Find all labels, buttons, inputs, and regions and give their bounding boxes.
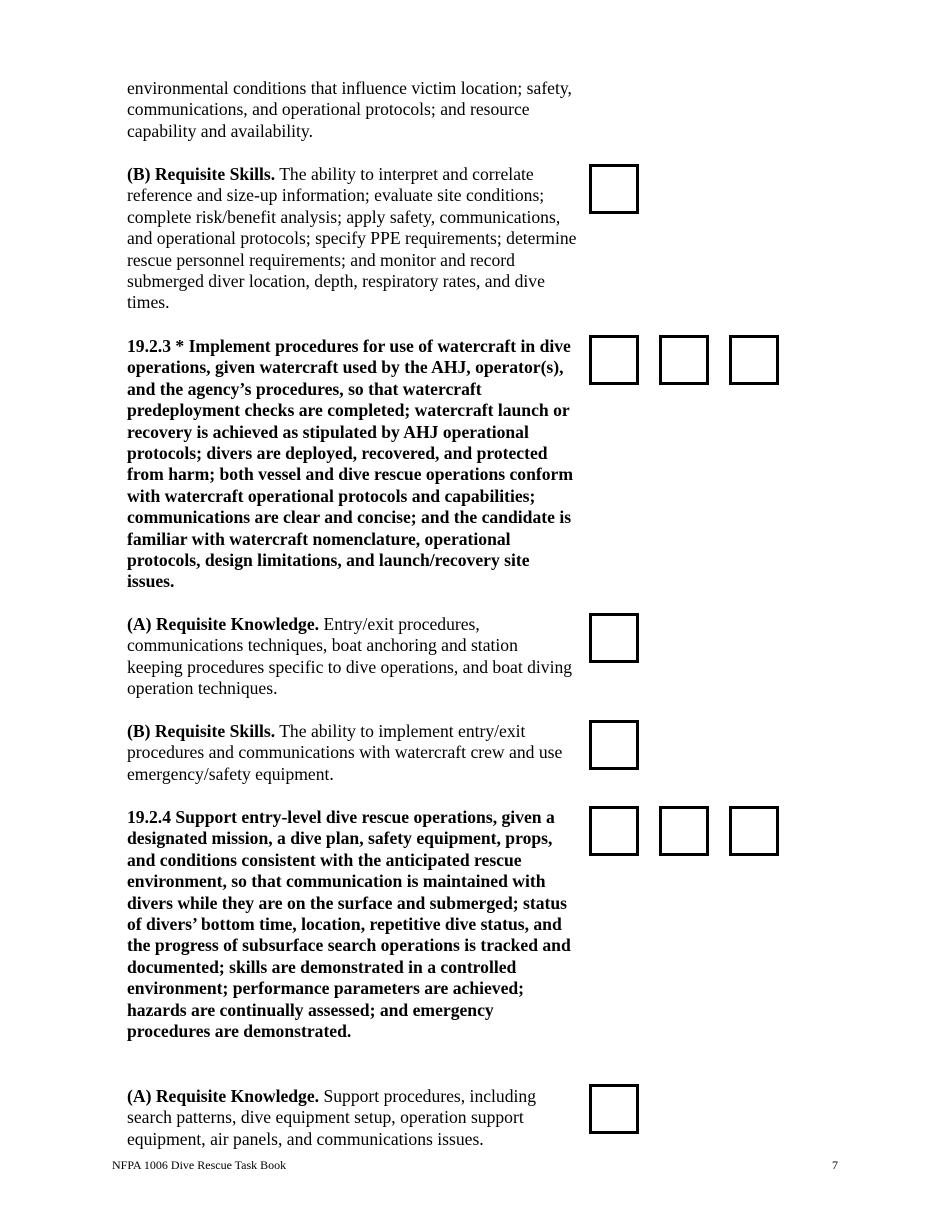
requisite-skills-label: (B) Requisite Skills. — [127, 164, 276, 184]
signoff-checkbox[interactable] — [589, 1084, 639, 1134]
requisite-skills-text: The ability to interpret and correlate reference and size-up information; evaluate site conditions; complete risk/benefit analysis; apply safety, communications, and operational protocols; specify PPE requirements; determine rescue personnel requirements; and monitor and record submerged diver location, depth, respiratory rates, and dive times. — [127, 164, 577, 313]
requisite-knowledge-text: Support procedures, including search patterns, dive equipment setup, operation support equipment, air panels, and communications issues. — [127, 1086, 537, 1149]
requisite-skills-label: (B) Requisite Skills. — [127, 721, 276, 741]
signoff-checkbox[interactable] — [659, 335, 709, 385]
requisite-skills-text: The ability to implement entry/exit procedures and communications with watercraft crew and use emergency/safety equipment. — [127, 721, 563, 784]
signoff-checkbox[interactable] — [589, 720, 639, 770]
requisite-knowledge-text: Entry/exit procedures, communications techniques, boat anchoring and station keeping procedures specific to dive operations, and boat diving operation techniques. — [127, 614, 573, 699]
intro-continuation: environmental conditions that influence victim location; safety, communications, and operational protocols; and resource capability and availability. — [127, 78, 572, 141]
requisite-knowledge-label: (A) Requisite Knowledge. — [127, 1086, 320, 1106]
signoff-checkbox[interactable] — [589, 164, 639, 214]
section-19-2-4: 19.2.4 Support entry-level dive rescue operations, given a designated mission, a dive plan, safety equipment, props, and conditions consistent with the anticipated rescue environment, so that communication is maintained with divers while they are on the surface and submerged; status of divers’ bottom time, location, repetitive dive status, and the progress of subsurface search operations is tracked and documented; skills are demonstrated in a controlled environment; performance parameters are achieved; hazards are continually assessed; and emergency procedures are demonstrated. — [127, 807, 571, 1042]
signoff-checkbox[interactable] — [589, 335, 639, 385]
page-number: 7 — [832, 1158, 838, 1172]
section-19-2-3: 19.2.3 * Implement procedures for use of watercraft in dive operations, given watercraft used by the AHJ, operator(s), and the agency’s procedures, so that watercraft predeployment checks are completed; watercraft launch or recovery is achieved as stipulated by AHJ operational protocols; divers are deployed, recovered, and protected from harm; both vessel and dive rescue operations conform with watercraft operational protocols and capabilities; communications are clear and concise; and the candidate is familiar with watercraft nomenclature, operational protocols, design limitations, and launch/recovery site issues. — [127, 336, 573, 592]
signoff-checkbox[interactable] — [729, 806, 779, 856]
signoff-checkbox[interactable] — [589, 613, 639, 663]
requisite-knowledge-paragraph — [127, 1086, 577, 1150]
requisite-knowledge-paragraph — [127, 614, 577, 700]
signoff-checkbox[interactable] — [729, 335, 779, 385]
signoff-checkbox[interactable] — [589, 806, 639, 856]
requisite-skills-paragraph — [127, 721, 577, 785]
footer-title: NFPA 1006 Dive Rescue Task Book — [112, 1158, 287, 1172]
signoff-checkbox[interactable] — [659, 806, 709, 856]
requisite-knowledge-label: (A) Requisite Knowledge. — [127, 614, 320, 634]
requisite-skills-paragraph — [127, 164, 577, 314]
